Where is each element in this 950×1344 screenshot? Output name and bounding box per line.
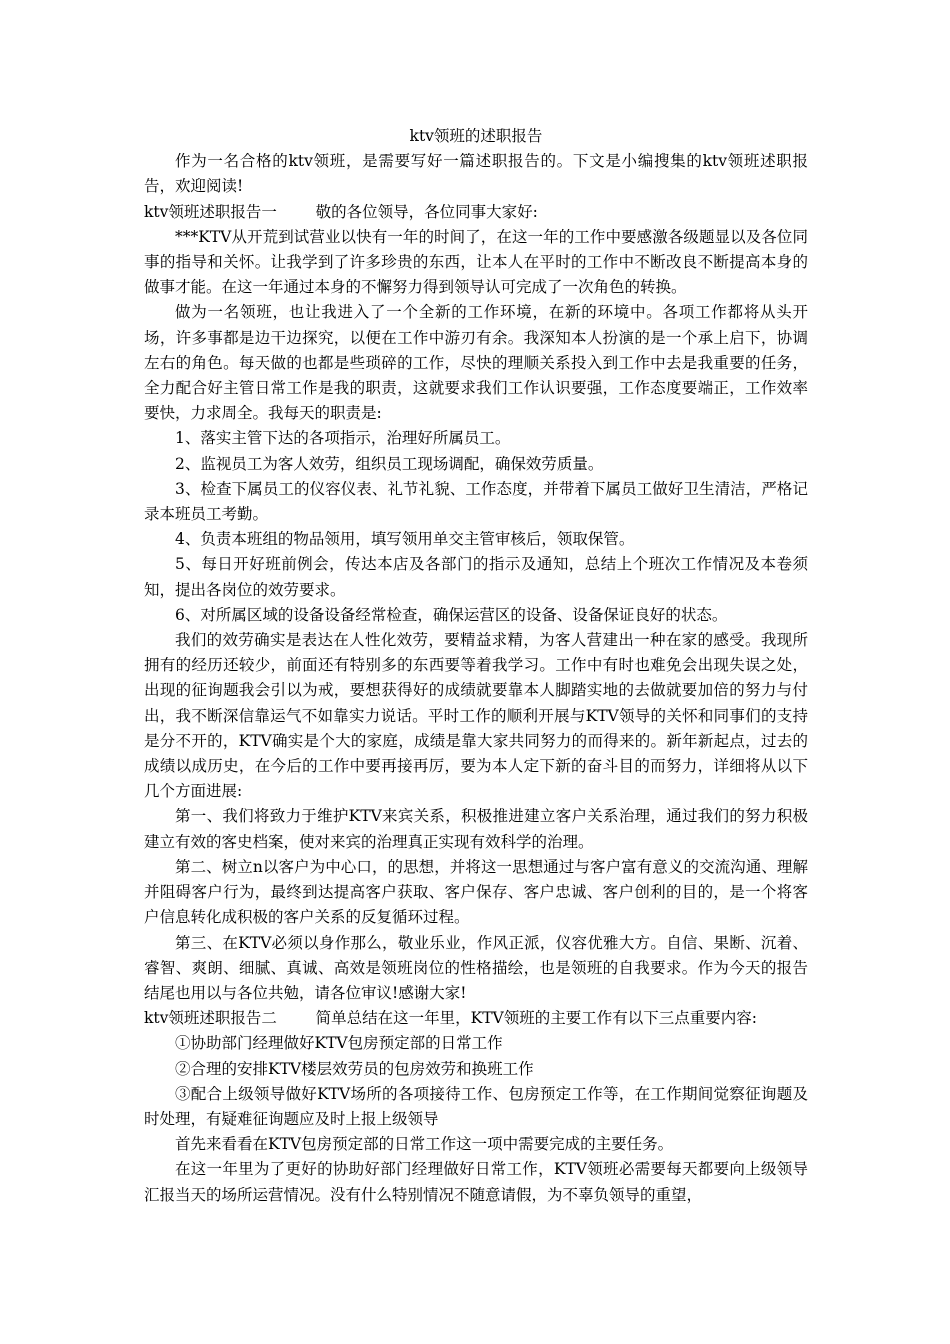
report-one-paragraph: ***KTV从开荒到试营业以快有一年的时间了，在这一年的工作中要感激各级题显以及各位同事的指导和关怀。让我学到了许多珍贵的东西，让本人在平时的工作中不断改良不断提高本身的做事才能。在这一年通过本身的不懈努力得到领导认可完成了一次角色的转换。: [144, 227, 808, 297]
report-two-heading: ktv领班述职报告二: [144, 1009, 277, 1028]
report-two-item: ②合理的安排KTV楼层效劳员的包房效劳和换班工作: [175, 1059, 534, 1078]
report-two-paragraph: 首先来看看在KTV包房预定部的日常工作这一项中需要完成的主要任务。: [175, 1135, 674, 1154]
document-title: ktv领班的述职报告: [409, 127, 543, 145]
report-one-paragraph: 第三、在KTV必须以身作那么，敬业乐业，作风正派，仪容优雅大方。自信、果断、沉着、睿智、爽朗、细腻、真诚、高效是领班岗位的性格描绘，也是领班的自我要求。作为今天的报告结尾也用以与各位共勉，请各位审议!感谢大家!: [144, 933, 808, 1002]
report-two-item: ①协助部门经理做好KTV包房预定部的日常工作: [175, 1034, 503, 1053]
duty-item: 6、对所属区域的设备设备经常检查，确保运营区的设备、设备保证良好的状态。: [175, 605, 728, 624]
report-one-paragraph: 我们的效劳确实是表达在人性化效劳，要精益求精，为客人营建出一种在家的感受。我现所拥有的经历还较少，前面还有特别多的东西要等着我学习。工作中有时也难免会出现失误之处，出现的征询题我会引以为戒，要想获得好的成绩就要靠本人脚踏实地的去做就要加倍的努力与付出，我不断深信靠运气不如靠实力说话。平时工作的顺利开展与KTV领导的关怀和同事们的支持是分不开的，KTV确实是个大的家庭，成绩是靠大家共同努力的而得来的。新年新起点，过去的成绩以成历史，在今后的工作中要再接再厉，要为本人定下新的奋斗目的而努力，详细将从以下几个方面进展:: [144, 631, 808, 801]
report-two-paragraph: 在这一年里为了更好的协助好部门经理做好日常工作，KTV领班必需要每天都要向上级领导汇报当天的场所运营情况。没有什么特别情况不随意请假，为不辜负领导的重望，: [144, 1160, 808, 1204]
document-body: [144, 124, 808, 1208]
report-one-heading: ktv领班述职报告一: [144, 202, 277, 221]
duty-item: 3、检查下属员工的仪容仪表、礼节礼貌、工作态度，并带着下属员工做好卫生清洁，严格记录本班员工考勤。: [144, 479, 808, 524]
duty-item: 2、监视员工为客人效劳，组织员工现场调配，确保效劳质量。: [175, 454, 604, 473]
report-one-paragraph: 第二、树立n以客户为中心口，的思想，并将这一思想通过与客户富有意义的交流沟通、理解并阻碍客户行为，最终到达提高客户获取、客户保存、客户忠诚、客户创利的目的，是一个将客户信息转化成积极的客户关系的反复循环过程。: [144, 857, 808, 927]
duty-item: 5、每日开好班前例会，传达本店及各部门的指示及通知，总结上个班次工作情况及本卷须知，提出各岗位的效劳要求。: [144, 555, 808, 599]
duty-item: 1、落实主管下达的各项指示，治理好所属员工。: [175, 429, 511, 448]
intro-paragraph: 作为一名合格的ktv领班，是需要写好一篇述职报告的。下文是小编搜集的ktv领班述职报告，欢迎阅读!: [144, 152, 808, 196]
duty-item: 4、负责本班组的物品领用，填写领用单交主管审核后，领取保管。: [175, 530, 635, 549]
report-one-greeting: 敬的各位领导，各位同事大家好:: [315, 202, 538, 221]
report-two-item: ③配合上级领导做好KTV场所的各项接待工作、包房预定工作等，在工作期间觉察征询题及时处理，有疑难征询题应及时上报上级领导: [144, 1084, 808, 1128]
report-one-paragraph: 做为一名领班，也让我进入了一个全新的工作环境，在新的环境中。各项工作都将从头开场，许多事都是边干边探究，以便在工作中游刃有余。我深知本人扮演的是一个承上启下，协调左右的角色。每天做的也都是些琐碎的工作，尽快的理顺关系投入到工作中去是我重要的任务，全力配合好主管日常工作是我的职责，这就要求我们工作认识要强，工作态度要端正，工作效率要快，力求周全。我每天的职责是:: [144, 303, 808, 423]
report-two-heading-line: [144, 1006, 808, 1031]
report-two-lead: 简单总结在这一年里，KTV领班的主要工作有以下三点重要内容:: [315, 1009, 757, 1028]
report-one-heading-line: [144, 200, 808, 225]
report-one-paragraph: 第一、我们将致力于维护KTV来宾关系，积极推进建立客户关系治理，通过我们的努力积极建立有效的客史档案，使对来宾的治理真正实现有效科学的治理。: [144, 807, 808, 851]
